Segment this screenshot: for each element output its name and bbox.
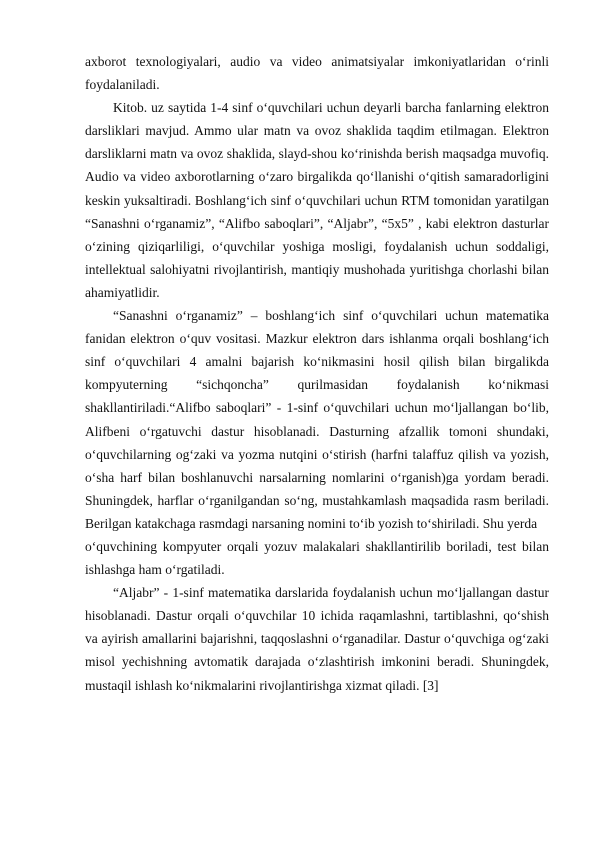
paragraph-5: “Aljabr” - 1-sinf matematika darslarida foydalanish uchun mo‘ljallangan dastur hisoblanadi. Dastur orqali o‘quvchilar 10 ichida raqamlashni, tartiblashni, qo‘shish va ayirish amallarini bajarishni, taqqoslashni o‘rganadilar. Dastur o‘quvchiga og‘zaki misol yechishning avtomatik darajada o‘zlashtirish imkonini beradi. Shuningdek, mustaqil ishlash ko‘nikmalarini rivojlantirishga xizmat qiladi. [3] — [85, 585, 549, 693]
paragraph-3: “Sanashni o‘rganamiz” – boshlang‘ich sinf o‘quvchilari uchun matematika fanidan elektron o‘quv vositasi. Mazkur elektron dars ishlanma orqali boshlang‘ich sinf o‘quvchilari 4 amalni bajarish ko‘nikmasini hosil qilish bilan birgalikda kompyuterning “sichqoncha” qurilmasidan foydalanish ko‘nikmasi shakllantiriladi.“Alifbo saboqlari” - 1-sinf o‘quvchilari uchun mo‘ljallangan bo‘lib, Alifbeni o‘rgatuvchi dastur hisoblanadi. Dasturning afzallik tomoni shundaki, o‘quvchilarning og‘zaki va yozma nutqini o‘stirish (harfni talaffuz qilish va yozish, o‘sha harf bilan boshlanuvchi narsalarning nomlarini o‘rganish)ga yordam beradi. Shuningdek, harflar o‘rganilgandan so‘ng, mustahkamlash maqsadida rasm beriladi. Berilgan katakchaga rasmdagi narsaning nomini to‘ib yozish to‘shiriladi. Shu yerda — [85, 308, 549, 531]
paragraph-4: o‘quvchining kompyuter orqali yozuv malakalari shakllantirilib boriladi, test bilan ishlashga ham o‘rgatiladi. — [85, 538, 549, 578]
paragraph-1: axborot texnologiyalari, audio va video animatsiyalar imkoniyatlaridan o‘rinli foydalaniladi. — [85, 54, 549, 93]
paragraph-2: Kitob. uz saytida 1-4 sinf o‘quvchilari uchun deyarli barcha fanlarning elektron darsliklari mavjud. Ammo ular matn va ovoz shaklida taqdim etilmagan. Elektron darsliklarni matn va ovoz shaklida, slayd-shou ko‘rinishda berish maqsadga muvofiq. Audio va video axborotlarning o‘zaro birgalikda qo‘llanishi o‘qitish samaradorligini keskin yuksaltiradi. Boshlang‘ich sinf o‘quvchilari uchun RTM tomonidan yaratilgan “Sanashni o‘rganamiz”, “Alifbo saboqlari”, “Aljabr”, “5x5” , kabi elektron dasturlar o‘zining qiziqarliligi, o‘quvchilar yoshiga mosligi, foydalanish uchun soddaligi, intellektual salohiyatni rivojlantirish, mantiqiy mushohada yuritishga chorlashi bilan ahamiyatlidir. — [85, 100, 549, 300]
document-body — [85, 50, 549, 697]
